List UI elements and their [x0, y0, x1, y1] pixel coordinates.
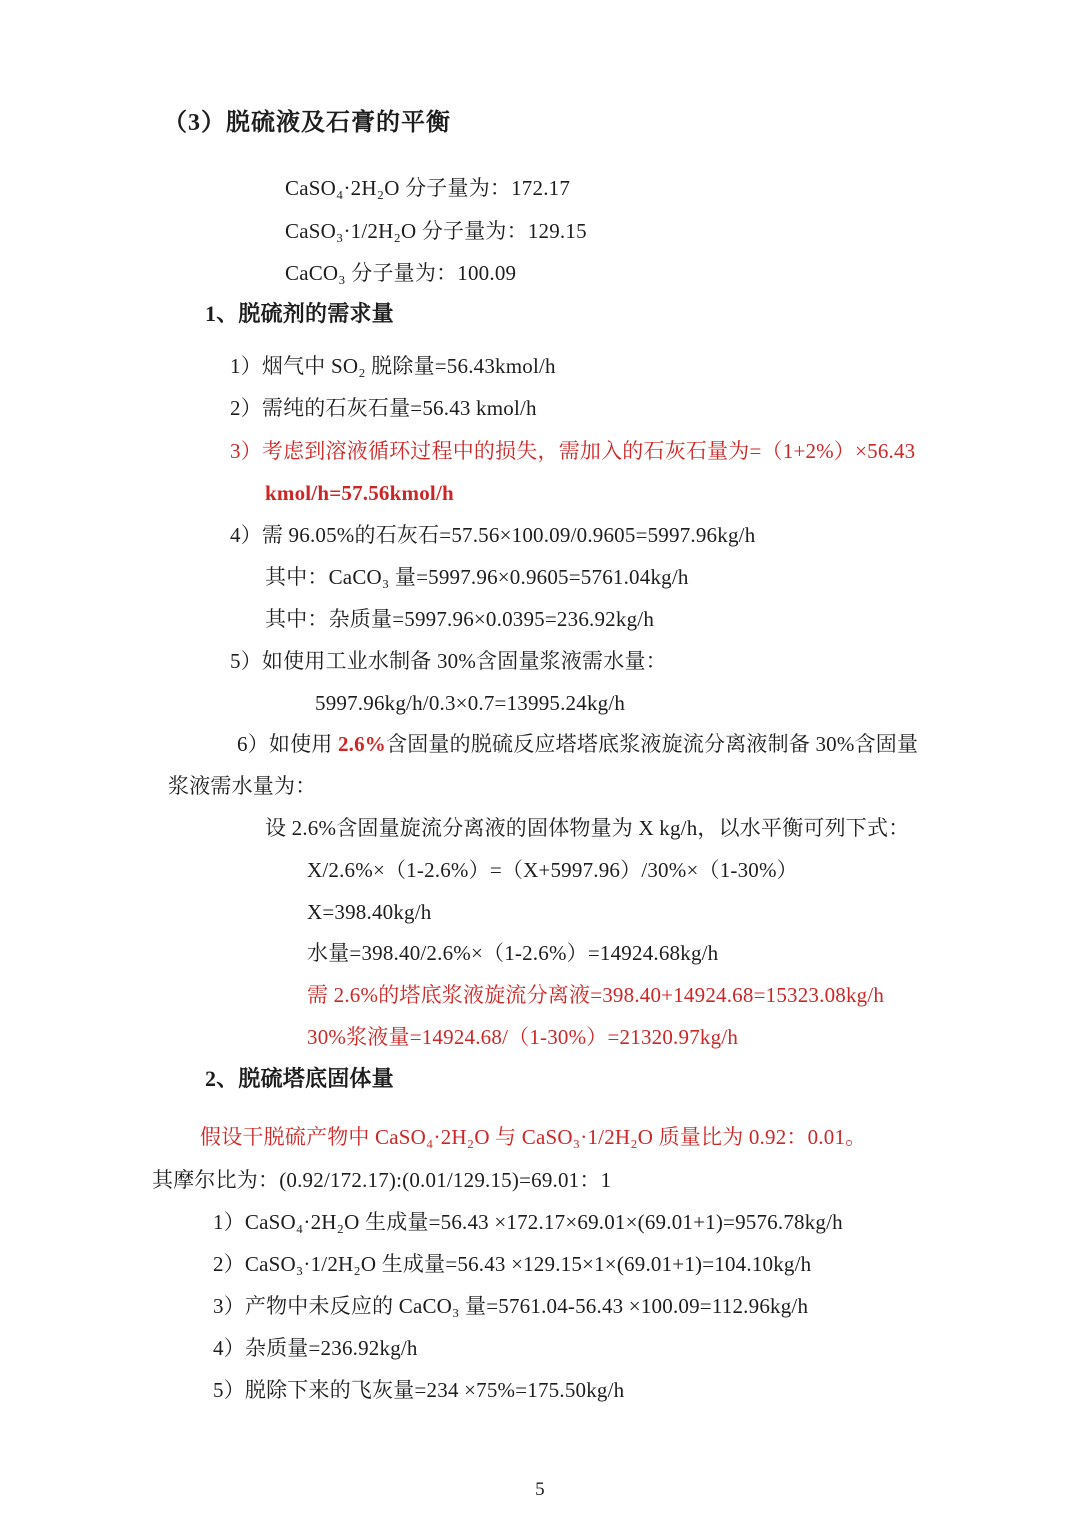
section1-item5: 5）如使用工业水制备 30%含固量浆液需水量： [230, 649, 667, 673]
section2-heading: 2、脱硫塔底固体量 [205, 1066, 394, 1091]
section1-eq4-red: 需 2.6%的塔底浆液旋流分离液=398.40+14924.68=15323.08kg/h [307, 983, 885, 1007]
section1-eq2: X=398.40kg/h [307, 900, 432, 924]
item6-text-pre: 6）如使用 [237, 732, 338, 756]
section2-item2: 2）CaSO₃·1/2H₂O 生成量=56.43 ×129.15×1×(69.01+1)=104.10kg/h [213, 1252, 812, 1276]
page-number: 5 [535, 1479, 545, 1500]
section1-eq5-red: 30%浆液量=14924.68/（1-30%）=21320.97kg/h [307, 1025, 739, 1049]
section1-item3-line1: 3）考虑到溶液循环过程中的损失，需加入的石灰石量为=（1+2%）×56.43 [230, 439, 916, 463]
item6-red-value: 2.6% [337, 732, 387, 756]
section2-molar-ratio: 其摩尔比为：(0.92/172.17):(0.01/129.15)=69.01：1 [152, 1168, 612, 1192]
molecular-weight-caco3: CaCO₃ 分子量为：100.09 [285, 261, 517, 285]
section1-item4: 4）需 96.05%的石灰石=57.56×100.09/0.9605=5997.96kg/h [230, 523, 756, 547]
section1-assumption: 设 2.6%含固量旋流分离液的固体物量为 X kg/h，以水平衡可列下式： [265, 816, 910, 840]
section1-item2: 2）需纯的石灰石量=56.43 kmol/h [230, 396, 537, 420]
section2-item3: 3）产物中未反应的 CaCO₃ 量=5761.04-56.43 ×100.09=112.96kg/h [213, 1294, 809, 1318]
section2-item4: 4）杂质量=236.92kg/h [213, 1336, 418, 1360]
section2-assumption-red: 假设干脱硫产物中 CaSO₄·2H₂O 与 CaSO₃·1/2H₂O 质量比为 0.92：0.01。 [200, 1125, 867, 1149]
section1-item6-line1 [237, 732, 918, 756]
molecular-weight-caso4: CaSO₄·2H₂O 分子量为：172.17 [285, 176, 571, 200]
section1-item3-line2: kmol/h=57.56kmol/h [265, 481, 454, 505]
section1-eq1: X/2.6%×（1-2.6%）=（X+5997.96）/30%×（1-30%） [307, 858, 798, 882]
section1-heading: 1、脱硫剂的需求量 [205, 301, 394, 326]
section1-item6-line2: 浆液需水量为： [168, 774, 317, 798]
item6-text-post: 含固量的脱硫反应塔塔底浆液旋流分离液制备 30%含固量 [386, 732, 919, 756]
section2-item5: 5）脱除下来的飞灰量=234 ×75%=175.50kg/h [213, 1378, 625, 1402]
molecular-weight-caso3: CaSO₃·1/2H₂O 分子量为：129.15 [285, 219, 587, 243]
section1-eq3: 水量=398.40/2.6%×（1-2.6%）=14924.68kg/h [307, 941, 719, 965]
section2-item1: 1）CaSO₄·2H₂O 生成量=56.43 ×172.17×69.01×(69.01+1)=9576.78kg/h [213, 1210, 843, 1234]
section1-item4-sub2: 其中：杂质量=5997.96×0.0395=236.92kg/h [265, 607, 655, 631]
section1-item1: 1）烟气中 SO₂ 脱除量=56.43kmol/h [230, 354, 556, 378]
page-title: （3）脱硫液及石膏的平衡 [163, 110, 451, 136]
section1-item5-formula: 5997.96kg/h/0.3×0.7=13995.24kg/h [315, 691, 626, 715]
section1-item4-sub1: 其中：CaCO₃ 量=5997.96×0.9605=5761.04kg/h [265, 565, 689, 589]
